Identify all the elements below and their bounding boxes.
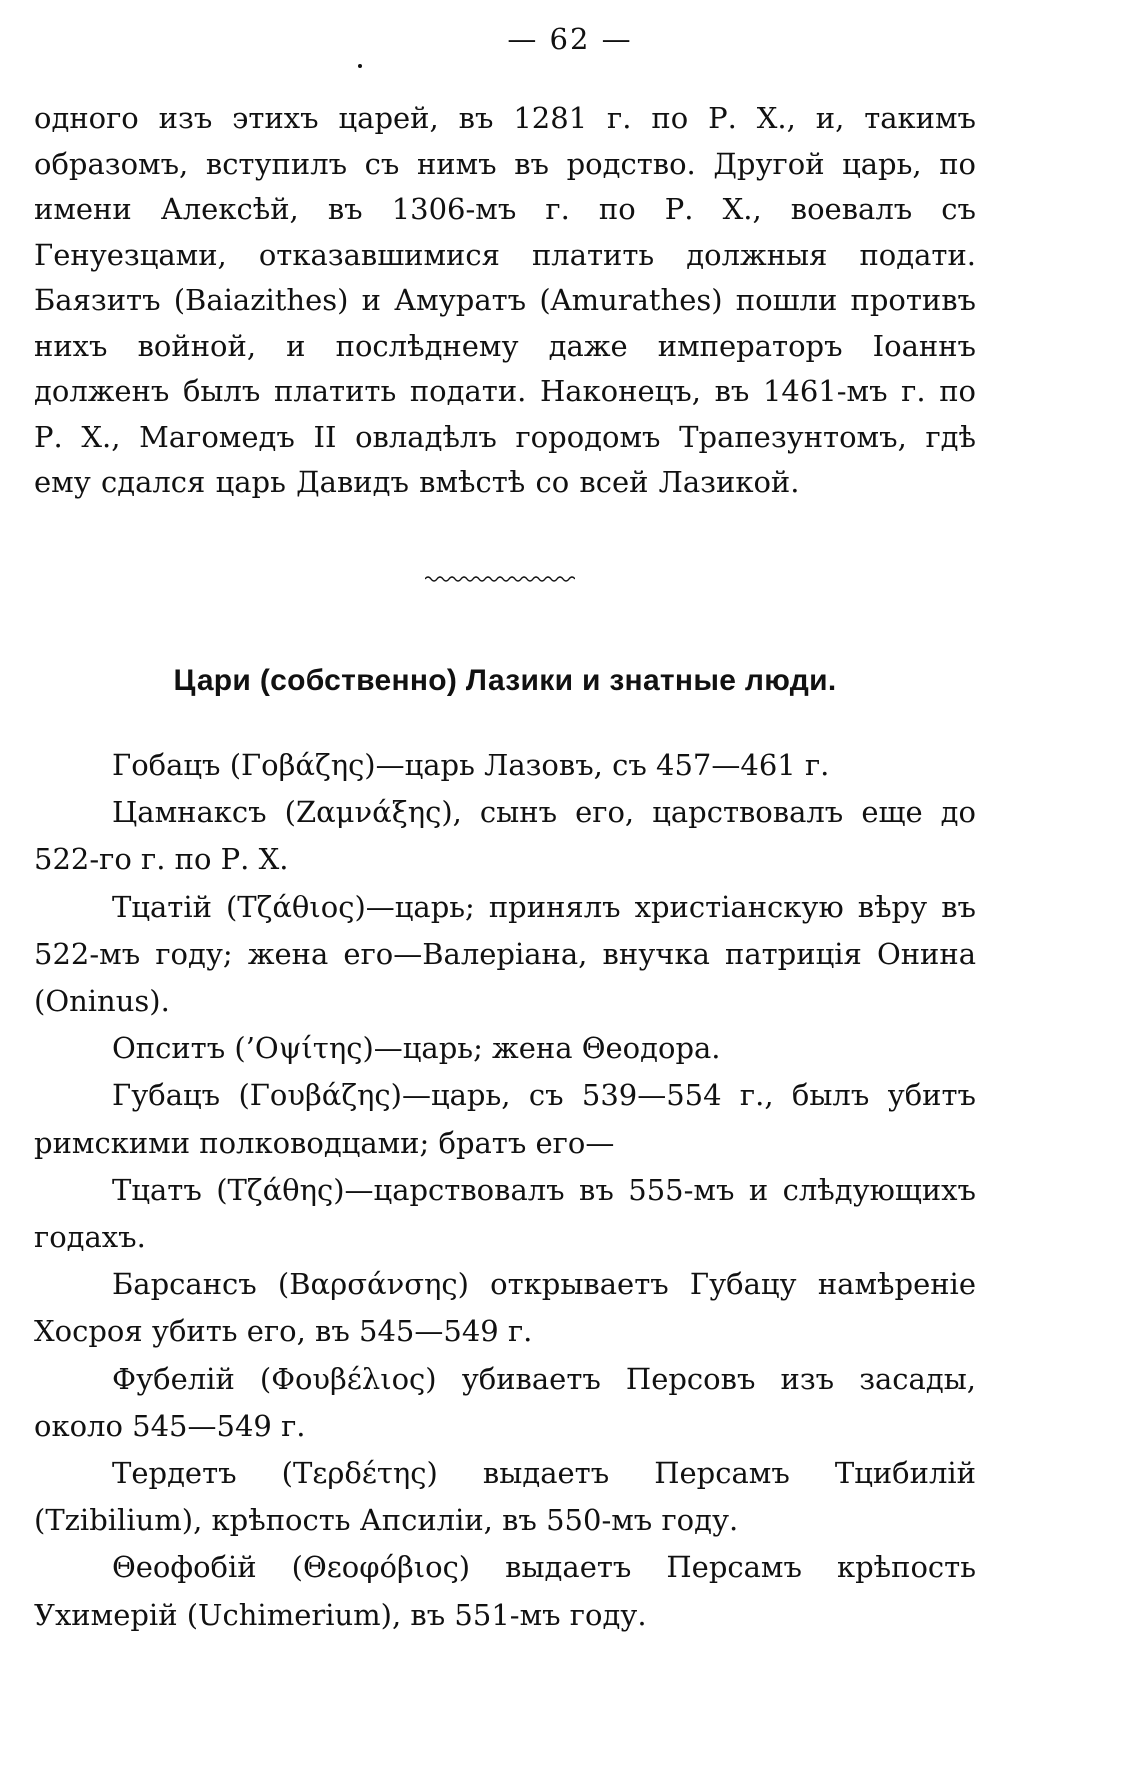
list-item: Тердетъ (Τερδέτης) выдаетъ Персамъ Тцибилій (Tzibilium), крѣпость Апсиліи, въ 550-мъ году.	[34, 1456, 976, 1538]
list-item: Опситъ (’Οψίτης)—царь; жена Θеодора.	[112, 1031, 721, 1066]
list-item: Тцатій (Τζάθιος)—царь; принялъ христіанскую вѣру въ 522-мъ году; жена его—Валеріана, внучка патриція Онина (Oninus).	[34, 889, 976, 1019]
intro-paragraph: одного изъ этихъ царей, въ 1281 г. по Р. Х., и, такимъ образомъ, вступилъ съ нимъ въ родство. Другой царь, по имени Алексѣй, въ 1306-мъ г. по Р. Х., воевалъ съ Генуезцами, отказавшимися платить должныя подати. Баязитъ (Baiazithes) и Амуратъ (Amurathes) пошли противъ нихъ войной, и послѣднему даже императоръ Іоаннъ долженъ былъ платить подати. Наконецъ, въ 1461-мъ г. по Р. Х., Магомедъ II овладѣлъ городомъ Трапезунтомъ, гдѣ ему сдался царь Давидъ вмѣстѣ со всей Лазикой.	[34, 101, 976, 499]
list-item: Фубелій (Φουβέλιος) убиваетъ Персовъ изъ засады, около 545—549 г.	[34, 1361, 976, 1443]
decorative-wavy-rule	[425, 575, 575, 583]
list-item: Губацъ (Γουβάζης)—царь, съ 539—554 г., былъ убитъ римскими полководцами; братъ его—	[34, 1078, 976, 1160]
page-number: — 62 —	[507, 22, 633, 56]
rulers-list	[34, 742, 976, 1639]
list-item: Цамнаксъ (Ζαμνάξης), сынъ его, царствовалъ еще до 522-го г. по Р. Х.	[34, 795, 976, 877]
list-item: Тцатъ (Τζάθης)—царствовалъ въ 555-мъ и слѣдующихъ годахъ.	[34, 1172, 976, 1255]
list-item: Θеофобій (Θεοφόβιος) выдаетъ Персамъ крѣпость Ухимерій (Uchimerium), въ 551-мъ году.	[34, 1550, 976, 1632]
section-heading: Цари (собственно) Лазики и знатные люди.	[173, 664, 837, 697]
list-item: Гобацъ (Γοβάζης)—царь Лазовъ, съ 457—461 г.	[112, 748, 830, 782]
list-item: Барсансъ (Βαρσάνσης) открываетъ Губацу намѣреніе Хосроя убить его, въ 545—549 г.	[34, 1267, 976, 1349]
ink-speck	[358, 64, 362, 68]
